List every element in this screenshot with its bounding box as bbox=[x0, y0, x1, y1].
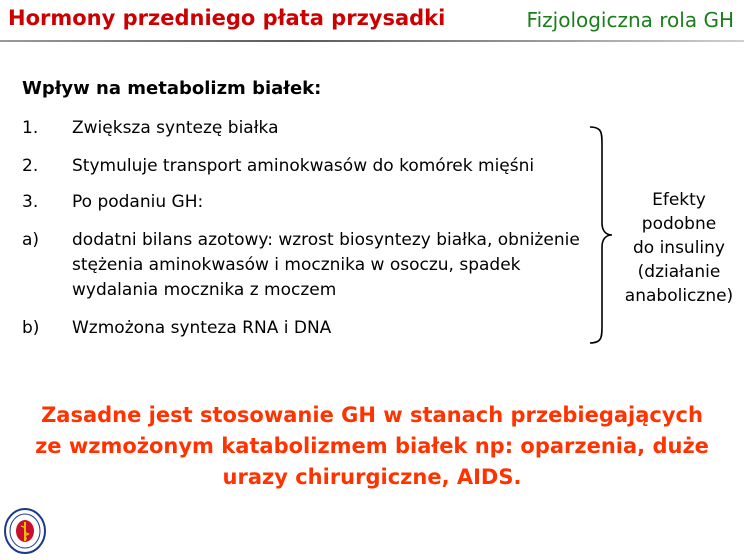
list-item bbox=[22, 190, 204, 215]
effects-note bbox=[616, 188, 742, 308]
list-item-text: Wzmożona synteza RNA i DNA bbox=[72, 318, 332, 338]
list-marker: 1. bbox=[22, 118, 39, 138]
list-marker: 2. bbox=[22, 156, 39, 176]
section-heading: Wpływ na metabolizm białek: bbox=[22, 78, 322, 99]
callout-line: ze wzmożonym katabolizmem białek np: oparzenia, duże bbox=[35, 434, 709, 458]
list-item-text: wydalania mocznika z moczem bbox=[72, 280, 337, 300]
list-item-text: Po podaniu GH: bbox=[72, 192, 204, 212]
university-seal-icon bbox=[3, 507, 47, 555]
callout-line: urazy chirurgiczne, AIDS. bbox=[222, 465, 522, 489]
list-item bbox=[22, 116, 279, 141]
effects-note-line: anaboliczne) bbox=[624, 286, 734, 306]
list-marker: a) bbox=[22, 230, 40, 250]
list-item bbox=[22, 154, 535, 179]
list-marker: b) bbox=[22, 318, 40, 338]
list-item-text: dodatni bilans azotowy: wzrost biosyntezy białka, obniżenie bbox=[72, 230, 580, 250]
effects-note-line: do insuliny bbox=[632, 238, 725, 258]
list-item bbox=[22, 228, 580, 300]
effects-note-line: (działanie bbox=[637, 262, 721, 282]
list-item-text: stężenia aminokwasów i mocznika w osoczu, spadek bbox=[72, 255, 521, 275]
callout-text bbox=[0, 400, 744, 493]
effects-note-line: podobne bbox=[641, 214, 717, 234]
curly-brace bbox=[588, 125, 614, 345]
callout-line: Zasadne jest stosowanie GH w stanach przebiegających bbox=[41, 403, 703, 427]
list-item bbox=[22, 316, 332, 341]
list-item-text: Zwiększa syntezę białka bbox=[72, 118, 279, 138]
list-item-text: Stymuluje transport aminokwasów do komórek mięśni bbox=[72, 156, 535, 176]
header-divider bbox=[0, 40, 744, 42]
effects-note-line: Efekty bbox=[652, 190, 706, 210]
slide-header bbox=[0, 0, 744, 44]
list-marker: 3. bbox=[22, 192, 39, 212]
slide-subtitle: Fizjologiczna rola GH bbox=[526, 8, 734, 32]
slide-title: Hormony przedniego płata przysadki bbox=[8, 6, 446, 30]
